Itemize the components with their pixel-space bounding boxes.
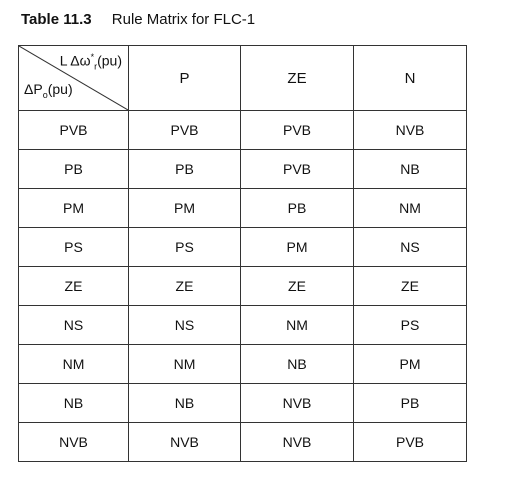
rule-cell: PM	[354, 345, 467, 384]
rule-cell: PS	[129, 228, 241, 267]
rule-cell: PB	[129, 150, 241, 189]
rule-cell: NB	[241, 345, 354, 384]
column-axis-label: L $\Delta\omega^*_r(pu)$	[59, 52, 122, 72]
table-row	[19, 150, 467, 189]
rule-cell: NVB	[354, 111, 467, 150]
row-label: NB	[19, 384, 129, 423]
row-label: PB	[19, 150, 129, 189]
table-number: Table 11.3	[21, 11, 92, 28]
rule-cell: NVB	[129, 423, 241, 462]
table-row	[19, 189, 467, 228]
rule-cell: PVB	[241, 111, 354, 150]
table-row	[19, 228, 467, 267]
rule-cell: NM	[354, 189, 467, 228]
column-header: ZE	[241, 46, 354, 111]
row-label: PM	[19, 189, 129, 228]
row-label: PVB	[19, 111, 129, 150]
row-axis-label: $\Delta P_o(pu)$	[24, 81, 73, 100]
rule-cell: PM	[241, 228, 354, 267]
rule-cell: PVB	[354, 423, 467, 462]
row-label: NVB	[19, 423, 129, 462]
table-row	[19, 384, 467, 423]
rule-cell: PM	[129, 189, 241, 228]
rule-cell: NS	[129, 306, 241, 345]
table-caption	[21, 11, 255, 28]
table-title: Rule Matrix for FLC-1	[111, 11, 256, 28]
rule-cell: ZE	[354, 267, 467, 306]
row-label: ZE	[19, 267, 129, 306]
rule-cell: ZE	[129, 267, 241, 306]
rule-cell: NVB	[241, 423, 354, 462]
rule-cell: PS	[354, 306, 467, 345]
rule-cell: NVB	[241, 384, 354, 423]
rule-cell: NS	[354, 228, 467, 267]
rule-cell: PB	[354, 384, 467, 423]
rule-cell: ZE	[241, 267, 354, 306]
table-row	[19, 306, 467, 345]
rule-cell: PB	[241, 189, 354, 228]
column-header: P	[129, 46, 241, 111]
row-label: PS	[19, 228, 129, 267]
rule-cell: NM	[241, 306, 354, 345]
table-row	[19, 345, 467, 384]
rule-cell: NB	[354, 150, 467, 189]
header-row	[19, 46, 467, 111]
row-label: NS	[19, 306, 129, 345]
rule-matrix-table	[18, 45, 467, 462]
rule-cell: PVB	[241, 150, 354, 189]
row-label: NM	[19, 345, 129, 384]
corner-header-cell	[19, 46, 129, 111]
table-row	[19, 111, 467, 150]
table-row	[19, 267, 467, 306]
table-row	[19, 423, 467, 462]
column-header: N	[354, 46, 467, 111]
rule-cell: NB	[129, 384, 241, 423]
rule-cell: NM	[129, 345, 241, 384]
rule-cell: PVB	[129, 111, 241, 150]
